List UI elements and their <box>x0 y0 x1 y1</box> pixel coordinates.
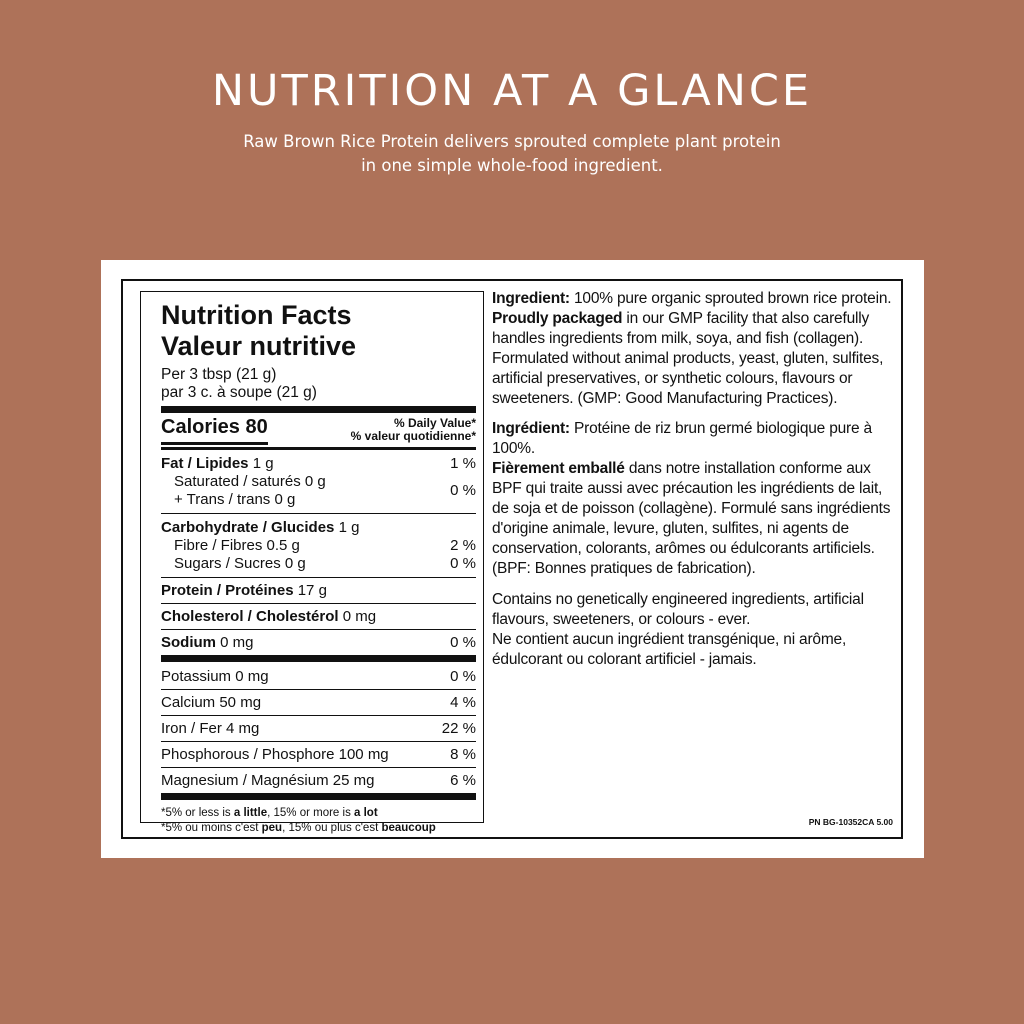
mineral-row <box>161 690 476 715</box>
footnote-en: *5% or less is a little, 15% or more is a lot <box>161 807 378 819</box>
sodium-label: Sodium <box>161 634 216 651</box>
mineral-row <box>161 716 476 741</box>
packaging-fr: Fièrement emballé dans notre installation conforme aux BPF qui traite aussi avec précaution les ingrédients de lait, de soja et de poisson (collagène). Formulé sans ingrédients d'origine animale, levure, gluten, sulfites, ni agents de conservation, colorants, arômes ou édulcorants artificiels. (BPF: Bonnes pratiques de fabrication). <box>492 460 891 577</box>
dv-header-fr: % valeur quotidienne* <box>350 429 476 443</box>
packaging-en: Proudly packaged in our GMP facility that also carefully handles ingredients from milk, soya, and fish (collagen). Formulated without animal products, yeast, gluten, sulfites, artificial preservatives, or synthetic colours, flavours or sweeteners. (GMP: Good Manufacturing Practices). <box>492 310 884 407</box>
phosphorous-label: Phosphorous / Phosphore 100 mg <box>161 746 389 763</box>
saturated-row <box>161 473 326 491</box>
page-subtitle <box>0 130 1024 178</box>
sodium-pct: 0 % <box>450 634 476 651</box>
sugars-row <box>161 555 476 573</box>
trans-label: + Trans / trans 0 g <box>174 491 296 508</box>
sat-trans-pct: 0 % <box>450 482 476 499</box>
magnesium-pct: 6 % <box>450 772 476 789</box>
contains-fr: Ne contient aucun ingrédient transgénique, ni arôme, édulcorant ou colorant artificiel - jamais. <box>492 631 847 668</box>
calories-row <box>161 413 476 447</box>
daily-value-footnote <box>161 800 476 836</box>
magnesium-label: Magnesium / Magnésium 25 mg <box>161 772 375 789</box>
carb-amount: 1 g <box>338 519 360 536</box>
protein-label: Protein / Protéines <box>161 582 294 599</box>
protein-group <box>161 578 476 603</box>
sodium-row <box>161 634 476 652</box>
protein-amount: 17 g <box>297 582 327 599</box>
fat-amount: 1 g <box>252 455 274 472</box>
title-fr: Valeur nutritive <box>161 331 357 361</box>
potassium-label: Potassium 0 mg <box>161 668 269 685</box>
title-en: Nutrition Facts <box>161 300 352 330</box>
carb-row <box>161 519 476 537</box>
subtitle-line-1: Raw Brown Rice Protein delivers sprouted complete plant protein <box>243 132 781 151</box>
ingredients-text <box>492 289 892 670</box>
serving-fr: par 3 c. à soupe (21 g) <box>161 384 317 401</box>
divider-thick <box>161 655 476 662</box>
daily-value-header <box>351 417 476 443</box>
fibre-label: Fibre / Fibres 0.5 g <box>174 537 300 554</box>
fibre-pct: 2 % <box>450 537 476 554</box>
fat-row <box>161 455 476 473</box>
fat-sub-group <box>161 473 476 509</box>
cholesterol-amount: 0 mg <box>342 608 377 625</box>
calcium-pct: 4 % <box>450 694 476 711</box>
fat-label: Fat / Lipides <box>161 455 249 472</box>
sugars-label: Sugars / Sucres 0 g <box>174 555 306 572</box>
mineral-row <box>161 662 476 689</box>
dv-header-en: % Daily Value* <box>393 416 476 430</box>
mineral-row <box>161 768 476 793</box>
cholesterol-row <box>161 608 476 626</box>
phosphorous-pct: 8 % <box>450 746 476 763</box>
contains-en: Contains no genetically engineered ingredients, artificial flavours, sweeteners, or colours - ever. <box>492 591 864 628</box>
fibre-row <box>161 537 476 555</box>
sugars-pct: 0 % <box>450 555 476 572</box>
ingredient-fr: Ingrédient: Protéine de riz brun germé biologique pure à 100%. <box>492 420 872 457</box>
page-title: NUTRITION AT A GLANCE <box>211 66 813 116</box>
label-card <box>101 260 924 858</box>
subtitle-line-2: in one simple whole-food ingredient. <box>361 156 663 175</box>
iron-pct: 22 % <box>441 720 476 737</box>
potassium-pct: 0 % <box>450 668 476 685</box>
cholesterol-group <box>161 604 476 629</box>
serving-en: Per 3 tbsp (21 g) <box>161 366 277 383</box>
trans-row <box>161 491 326 509</box>
fat-pct: 1 % <box>450 455 476 472</box>
sodium-group <box>161 630 476 655</box>
nutrition-facts-title <box>161 300 476 362</box>
part-number: PN BG-10352CA 5.00 <box>808 817 893 827</box>
footnote-fr: *5% ou moins c'est peu, 15% ou plus c'est beaucoup <box>161 822 436 834</box>
serving-size <box>161 366 476 402</box>
iron-label: Iron / Fer 4 mg <box>161 720 260 737</box>
saturated-label: Saturated / saturés 0 g <box>174 473 326 490</box>
sodium-amount: 0 mg <box>220 634 254 651</box>
calories-label: Calories 80 <box>161 416 268 445</box>
nutrition-facts-table <box>140 291 484 834</box>
carb-group <box>161 514 476 577</box>
calcium-label: Calcium 50 mg <box>161 694 262 711</box>
ingredient-en: Ingredient: 100% pure organic sprouted brown rice protein. <box>492 290 892 307</box>
mineral-row <box>161 742 476 767</box>
fat-group <box>161 450 476 513</box>
divider-thick <box>161 406 476 413</box>
carb-label: Carbohydrate / Glucides <box>161 519 335 536</box>
divider-thick <box>161 793 476 800</box>
cholesterol-label: Cholesterol / Cholestérol <box>161 608 339 625</box>
protein-row <box>161 582 476 600</box>
label-frame <box>121 279 903 839</box>
